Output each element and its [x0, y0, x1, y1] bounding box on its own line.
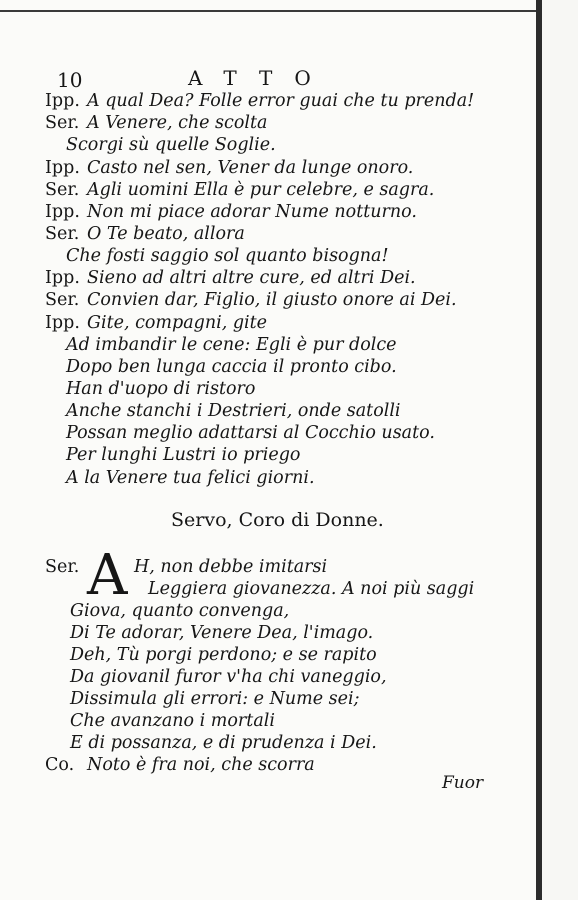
verse-line: Non mi piace adorar Nume notturno.	[87, 202, 417, 222]
speaker-label: Ser.	[45, 290, 80, 310]
verse-line: Leggiera giovanezza. A noi più saggi	[148, 579, 475, 599]
adjacent-page-edge	[542, 0, 578, 900]
verse-line: Gite, compagni, gite	[87, 313, 268, 333]
verse-line: Scorgi sù quelle Soglie.	[66, 135, 276, 155]
verse-line: H, non debbe imitarsi	[134, 557, 328, 577]
speaker-label: Ser.	[45, 557, 80, 577]
speaker-label: Ser.	[45, 113, 80, 133]
verse-line: Noto è fra noi, che scorra	[87, 755, 315, 775]
page-number: 10	[57, 68, 83, 92]
speaker-label: Ser.	[45, 180, 80, 200]
verse-line: Sieno ad altri altre cure, ed altri Dei.	[87, 268, 416, 288]
verse-line: Dopo ben lunga caccia il pronto cibo.	[66, 357, 397, 377]
verse-line: Ad imbandir le cene: Egli è pur dolce	[66, 335, 397, 355]
speaker-label: Ipp.	[45, 158, 80, 178]
verse-line: Agli uomini Ella è pur celebre, e sagra.	[87, 180, 435, 200]
speaker-label: Ser.	[45, 224, 80, 244]
verse-line: Dissimula gli errori: e Nume sei;	[70, 689, 360, 709]
verse-line: A la Venere tua felici giorni.	[66, 468, 315, 488]
verse-line: Convien dar, Figlio, il giusto onore ai Dei.	[87, 290, 457, 310]
verse-line: Da giovanil furor v'ha chi vaneggio,	[70, 667, 387, 687]
verse-line: Che avanzano i mortali	[70, 711, 275, 731]
speaker-label: Ipp.	[45, 91, 80, 111]
speaker-label: Ipp.	[45, 202, 80, 222]
verse-line: E di possanza, e di prudenza i Dei.	[70, 733, 377, 753]
verse-line: O Te beato, allora	[87, 224, 245, 244]
verse-line: Han d'uopo di ristoro	[66, 379, 256, 399]
top-rule	[0, 10, 540, 12]
verse-line: Per lunghi Lustri io priego	[66, 445, 301, 465]
scene-heading: Servo, Coro di Donne.	[171, 509, 384, 531]
running-head: ATTO	[188, 66, 333, 90]
speaker-label: Ipp.	[45, 268, 80, 288]
verse-line: Possan meglio adattarsi al Cocchio usato.	[66, 423, 435, 443]
catchword: Fuor	[442, 773, 484, 793]
verse-line: Che fosti saggio sol quanto bisogna!	[66, 246, 389, 266]
verse-line: A qual Dea? Folle error guai che tu prenda!	[87, 91, 475, 111]
verse-line: A Venere, che scolta	[87, 113, 268, 133]
verse-line: Di Te adorar, Venere Dea, l'imago.	[70, 623, 374, 643]
verse-line: Deh, Tù porgi perdono; e se rapito	[70, 645, 377, 665]
verse-line: Giova, quanto convenga,	[70, 601, 290, 621]
verse-line: Casto nel sen, Vener da lunge onoro.	[87, 158, 414, 178]
speaker-label: Co.	[45, 755, 75, 775]
speaker-label: Ipp.	[45, 313, 80, 333]
verse-line: Anche stanchi i Destrieri, onde satolli	[66, 401, 401, 421]
drop-cap: A	[87, 543, 128, 608]
